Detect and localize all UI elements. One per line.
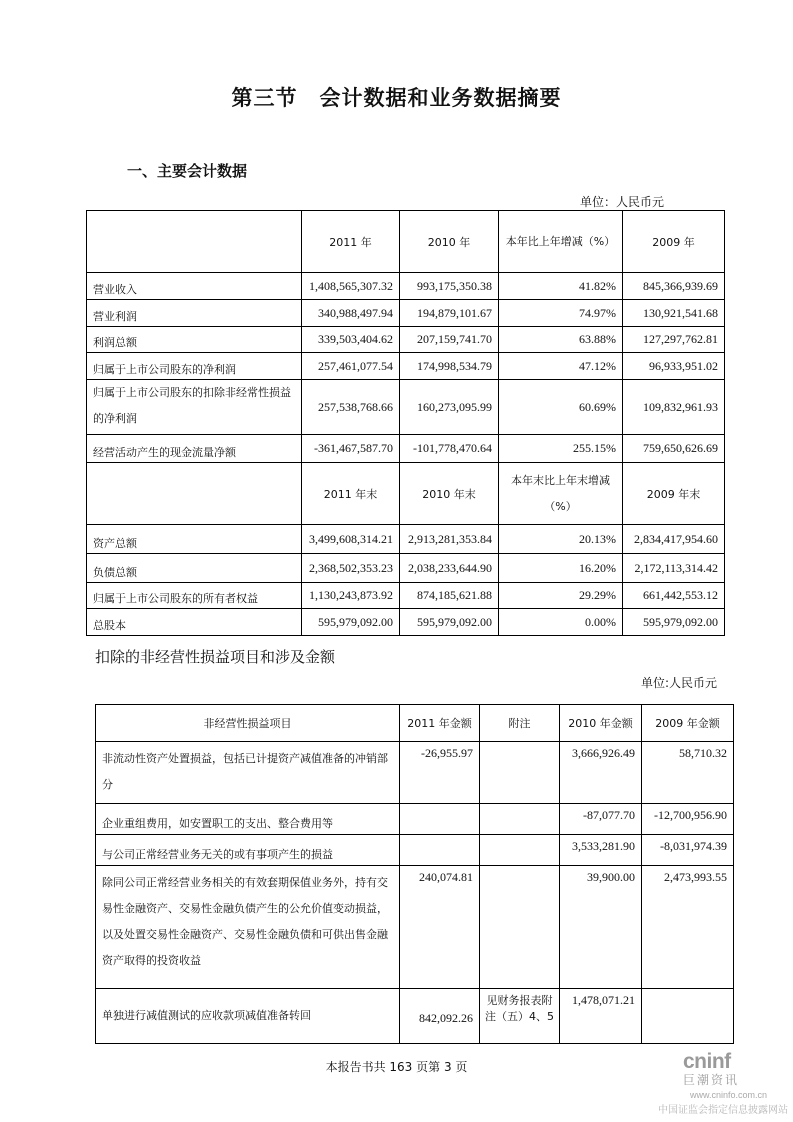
- value-cell: 2,473,993.55: [642, 866, 734, 989]
- value-cell: 3,499,608,314.21: [302, 525, 400, 554]
- table-row: [87, 583, 725, 609]
- value-cell: 16.20%: [499, 554, 623, 583]
- header-cell: 非经营性损益项目: [96, 705, 400, 742]
- value-cell: -12,700,956.90: [642, 804, 734, 835]
- table-row: [87, 554, 725, 583]
- value-cell: 109,832,961.93: [623, 380, 725, 435]
- value-cell: 1,408,565,307.32: [302, 273, 400, 300]
- table-header-row: [87, 463, 725, 525]
- value-cell: 993,175,350.38: [400, 273, 499, 300]
- note-cell: [480, 835, 560, 866]
- header-cell: 2011 年金额: [400, 705, 480, 742]
- row-label: 总股本: [87, 609, 302, 636]
- value-cell: 3,533,281.90: [560, 835, 642, 866]
- value-cell: 2,834,417,954.60: [623, 525, 725, 554]
- unit-label-2: 单位:人民币元: [641, 676, 718, 690]
- row-label: 归属于上市公司股东的所有者权益: [87, 583, 302, 609]
- value-cell: 2,913,281,353.84: [400, 525, 499, 554]
- row-label: 归属于上市公司股东的扣除非经常性损益的净利润: [87, 380, 302, 435]
- row-label: 企业重组费用，如安置职工的支出、整合费用等: [96, 804, 400, 835]
- header-cell: 2011 年: [302, 211, 400, 273]
- value-cell: 194,879,101.67: [400, 300, 499, 327]
- page-title: 第三节 会计数据和业务数据摘要: [231, 86, 562, 110]
- row-label: 利润总额: [87, 327, 302, 353]
- value-cell: 174,998,534.79: [400, 353, 499, 380]
- value-cell: 595,979,092.00: [623, 609, 725, 636]
- value-cell: [400, 804, 480, 835]
- value-cell: -26,955.97: [400, 742, 480, 804]
- value-cell: -8,031,974.39: [642, 835, 734, 866]
- note-cell: 见财务报表附注（五）4、5: [480, 989, 560, 1044]
- header-cell: 2009 年: [623, 211, 725, 273]
- value-cell: [400, 835, 480, 866]
- value-cell: 160,273,095.99: [400, 380, 499, 435]
- table-row: [96, 835, 734, 866]
- logo-url: www.cninfo.com.cn: [690, 1090, 768, 1100]
- table-row: [96, 866, 734, 989]
- header-cell: 2010 年: [400, 211, 499, 273]
- value-cell: 130,921,541.68: [623, 300, 725, 327]
- row-label: 与公司正常经营业务无关的或有事项产生的损益: [96, 835, 400, 866]
- value-cell: 759,650,626.69: [623, 435, 725, 463]
- value-cell: 47.12%: [499, 353, 623, 380]
- table-row: [87, 300, 725, 327]
- row-label: 营业收入: [87, 273, 302, 300]
- value-cell: 96,933,951.02: [623, 353, 725, 380]
- value-cell: 58,710.32: [642, 742, 734, 804]
- value-cell: 595,979,092.00: [400, 609, 499, 636]
- header-cell: 本年末比上年末增减（%）: [499, 463, 623, 525]
- value-cell: 257,538,768.66: [302, 380, 400, 435]
- value-cell: 39,900.00: [560, 866, 642, 989]
- value-cell: -87,077.70: [560, 804, 642, 835]
- page-footer: 本报告书共 163 页第 3 页: [325, 1060, 468, 1074]
- unit-label-1: 单位：人民币元: [580, 195, 665, 209]
- value-cell: 845,366,939.69: [623, 273, 725, 300]
- logo-brand-cn: 巨潮资讯: [683, 1073, 740, 1087]
- value-cell: -101,778,470.64: [400, 435, 499, 463]
- header-cell: 本年比上年增减（%）: [499, 211, 623, 273]
- note-cell: [480, 866, 560, 989]
- value-cell: 257,461,077.54: [302, 353, 400, 380]
- value-cell: 0.00%: [499, 609, 623, 636]
- value-cell: 255.15%: [499, 435, 623, 463]
- table-header-row: [96, 705, 734, 742]
- value-cell: 874,185,621.88: [400, 583, 499, 609]
- table-row: [87, 353, 725, 380]
- value-cell: 2,038,233,644.90: [400, 554, 499, 583]
- value-cell: 20.13%: [499, 525, 623, 554]
- cninfo-logo: [683, 1050, 773, 1088]
- value-cell: 1,130,243,873.92: [302, 583, 400, 609]
- row-label: 资产总额: [87, 525, 302, 554]
- note-cell: [480, 742, 560, 804]
- value-cell: 41.82%: [499, 273, 623, 300]
- row-label: 非流动性资产处置损益，包括已计提资产减值准备的冲销部分: [96, 742, 400, 804]
- watermark-text: 中国证监会指定信息披露网站: [658, 1105, 788, 1116]
- header-cell: 2011 年末: [302, 463, 400, 525]
- header-cell: 2010 年末: [400, 463, 499, 525]
- value-cell: 3,666,926.49: [560, 742, 642, 804]
- header-cell: 2009 年金额: [642, 705, 734, 742]
- row-label: 除同公司正常经营业务相关的有效套期保值业务外，持有交易性金融资产、交易性金融负债产生的公允价值变动损益，以及处置交易性金融资产、交易性金融负债和可供出售金融资产取得的投资收益: [96, 866, 400, 989]
- row-label: 经营活动产生的现金流量净额: [87, 435, 302, 463]
- value-cell: 60.69%: [499, 380, 623, 435]
- value-cell: 2,368,502,353.23: [302, 554, 400, 583]
- table-row: [87, 435, 725, 463]
- header-cell: [87, 463, 302, 525]
- value-cell: 207,159,741.70: [400, 327, 499, 353]
- header-cell: [87, 211, 302, 273]
- logo-brand: cninf: [683, 1050, 731, 1073]
- value-cell: 340,988,497.94: [302, 300, 400, 327]
- header-cell: 2009 年末: [623, 463, 725, 525]
- value-cell: [642, 989, 734, 1044]
- table-row: [96, 804, 734, 835]
- value-cell: 63.88%: [499, 327, 623, 353]
- value-cell: 29.29%: [499, 583, 623, 609]
- non-recurring-subheading: 扣除的非经营性损益项目和涉及金额: [95, 648, 336, 666]
- section-title: 一、主要会计数据: [127, 162, 248, 180]
- value-cell: 74.97%: [499, 300, 623, 327]
- value-cell: 2,172,113,314.42: [623, 554, 725, 583]
- value-cell: 661,442,553.12: [623, 583, 725, 609]
- row-label: 单独进行减值测试的应收款项减值准备转回: [96, 989, 400, 1044]
- table-row: [96, 989, 734, 1044]
- value-cell: 339,503,404.62: [302, 327, 400, 353]
- value-cell: 1,478,071.21: [560, 989, 642, 1044]
- non-recurring-items-table: [95, 704, 734, 1044]
- table-row: [87, 609, 725, 636]
- value-cell: 127,297,762.81: [623, 327, 725, 353]
- value-cell: 240,074.81: [400, 866, 480, 989]
- main-accounting-data-table: [86, 210, 725, 636]
- row-label: 负债总额: [87, 554, 302, 583]
- header-cell: 附注: [480, 705, 560, 742]
- note-cell: [480, 804, 560, 835]
- table-row: [87, 380, 725, 435]
- value-cell: -361,467,587.70: [302, 435, 400, 463]
- table-row: [87, 327, 725, 353]
- value-cell: 842,092.26: [400, 989, 480, 1044]
- table-row: [87, 273, 725, 300]
- header-cell: 2010 年金额: [560, 705, 642, 742]
- table-row: [96, 742, 734, 804]
- row-label: 营业利润: [87, 300, 302, 327]
- table-row: [87, 525, 725, 554]
- row-label: 归属于上市公司股东的净利润: [87, 353, 302, 380]
- table-header-row: [87, 211, 725, 273]
- value-cell: 595,979,092.00: [302, 609, 400, 636]
